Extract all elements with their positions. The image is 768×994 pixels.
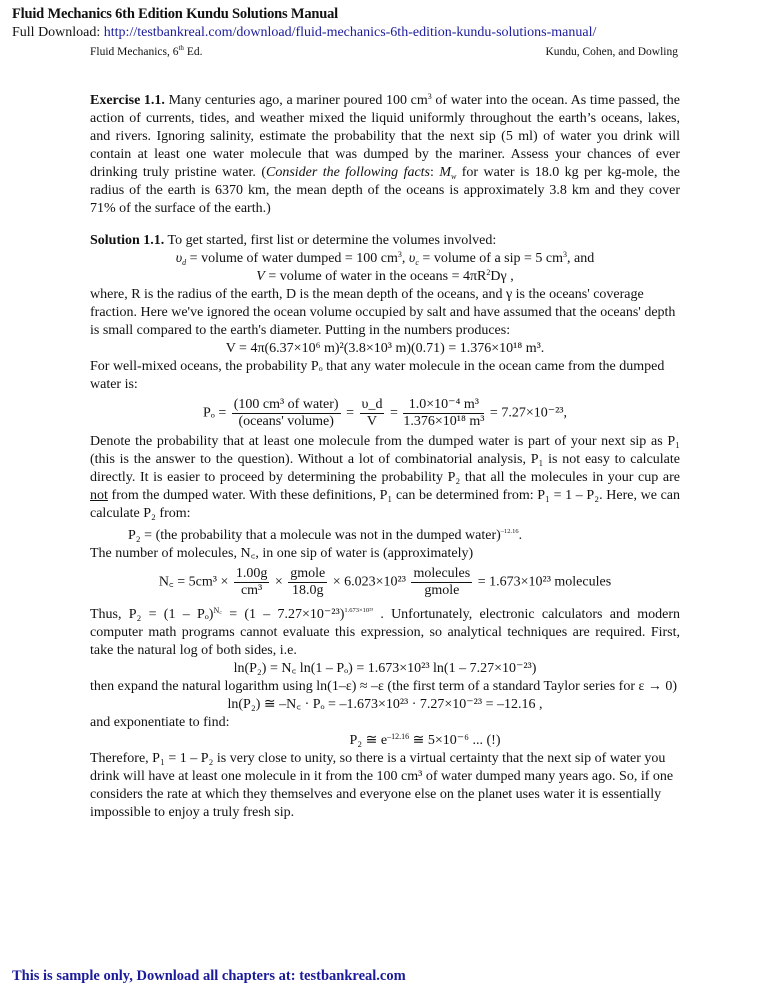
equation-p2-definition: P₂ = (the probability that a molecule was not in the dumped water)$^{-12.16}$. [128, 528, 523, 543]
para-well-mixed: For well-mixed oceans, the probability Pₒ that any water molecule in the ocean came from the dumped water is: [90, 359, 665, 392]
facts-label: Consider the following facts [266, 165, 431, 180]
equation-ocean-volume: V = 4π(6.37×10⁶ m)²(3.8×10³ m)(0.71) = 1.376×10¹⁸ m³. [225, 341, 545, 356]
para-expand: then expand the natural logarithm using ln(1–ε) ≈ –ε (the first term of a standard Taylor series for ε → 0) [90, 679, 678, 694]
text: of water into the ocean. As time passed, the action of currents, tides, and weather mixed the liquid uniformly throughout the earth’s oceans, lakes, and rivers. Ignoring salinity, estimate the probability that the next sip (5 ml) of water you drink will contain at least one water molecule that was dumped by the mariner. Assess your chances of ever drinking truly pristine water. ( [90, 93, 681, 180]
solution-intro [90, 232, 680, 250]
volumes-line-1: $\upsilon_d$ = volume of water dumped = 100 $cm^3$, $\upsilon_c$ = volume of a sip = 5 $cm^3$, and [175, 250, 595, 267]
equation-p2-result: P₂ ≅ $e^{-12.16}$ ≅ 5×10⁻⁶ ... (!) [349, 732, 501, 748]
equation-ln: ln(P₂) = N꜀ ln(1 – Pₒ) = 1.673×10²³ ln(1 – 7.27×10⁻²³) [233, 661, 537, 676]
equation-ln-approx: ln(P₂) ≅ –N꜀ · Pₒ = –1.673×10²³ · 7.27×10⁻²³ = –12.16 , [227, 697, 543, 712]
edition-sup: th [178, 44, 184, 52]
para-number-molecules: The number of molecules, N꜀, in one sip of water is (approximately) [90, 546, 474, 561]
para-denote: Denote the probability that at least one molecule from the dumped water is part of your next sip as P₁ (this is the answer to the question). Without a lot of combinatorial analysis, P₁ is not easy to calculate directly. It is easier to proceed by determining the probability P₂ that all the molecules in your cup are not from the dumped water. With these definitions, P₁ can be determined from: P₁ = 1 – P₂. Here, we can calculate P₂ from: [90, 434, 680, 521]
para-therefore: Therefore, P₁ = 1 – P₂ is very close to unity, so there is a virtual certainty that the next sip of water you drink will have at least one molecule in it from the 100 cm³ of water dumped many years ago. So, if one considers the rate at which they themselves and everyone else on the planet uses water it is essentially impossible to enjoy a truly fresh sip. [90, 751, 674, 820]
mw-symbol: $M_w$ [439, 165, 457, 181]
download-line [12, 25, 596, 41]
download-label: Full Download: [12, 25, 104, 40]
para-exponentiate: and exponentiate to find: [90, 715, 230, 730]
document-title: Fluid Mechanics 6th Edition Kundu Solutions Manual [12, 6, 339, 22]
equation-po: Pₒ = $\frac{\text{(100 cm³ of water)}}{\text{(oceans' volume)}}$ = $\frac{\upsilon\_d}{V}$ = $\frac{\text{1.0×10⁻⁴ m³}}{\text{1.376×10¹⁸ m³}}$ = 7.27×10⁻²³, [203, 397, 567, 429]
exercise-label: Exercise 1.1. [90, 93, 165, 108]
exercise-block [90, 92, 680, 218]
running-header-right: Kundu, Cohen, and Dowling [545, 46, 678, 58]
sup: 3 [427, 92, 432, 101]
para-thus: Thus, $P_2 = (1 - P_o)^{N꜀} = (1 - 7.27\times 10^{-23})^{1.673\times 10^{23}}$ . Unfortunately, electronic calculators and modern computer math programs cannot evaluate this expression, so analytical techniques are required. First, take the natural log of both sides, i.e. [90, 606, 680, 658]
text: To get started, first list or determine the volumes involved: [164, 233, 497, 248]
text: for water is 18.0 kg per kg-mole, the radius of the earth is 6370 km, the mean depth of the oceans is approximately 3.8 km and they cover 71% of the surface of the earth.) [90, 165, 681, 216]
download-link[interactable]: http://testbankreal.com/download/fluid-mechanics-6th-edition-kundu-solutions-manual/ [103, 25, 597, 40]
para-where: where, R is the radius of the earth, D is the mean depth of the oceans, and γ is the oceans' coverage fraction. Here we've ignored the ocean volume occupied by salt and have assumed that the oceans' depth is small compared to the earth's diameter. Putting in the numbers produces: [90, 287, 676, 338]
running-header-left [90, 46, 202, 58]
exercise-text [90, 92, 680, 218]
text: Many centuries ago, a mariner poured 100 cm [164, 93, 428, 108]
solution-label: Solution 1.1. [90, 233, 165, 248]
equation-nc: N꜀ = 5cm³ × $\frac{1.00g}{\text{cm³}}$ × $\frac{\text{gmole}}{18.0g}$ × 6.023×10²³ $\frac{\text{molecules}}{\text{gmole}}$ = 1.673×10²³ molecules [158, 566, 612, 598]
solution-block [90, 232, 680, 822]
text: : [430, 165, 440, 180]
volumes-line-2: V = volume of water in the oceans = $4\pi R^2D\gamma$ , [256, 268, 514, 284]
footer-notice: This is sample only, Download all chapters at: testbankreal.com [12, 968, 406, 984]
book-title: Fluid Mechanics, 6 [90, 46, 179, 58]
edition-suffix: Ed. [183, 46, 203, 58]
